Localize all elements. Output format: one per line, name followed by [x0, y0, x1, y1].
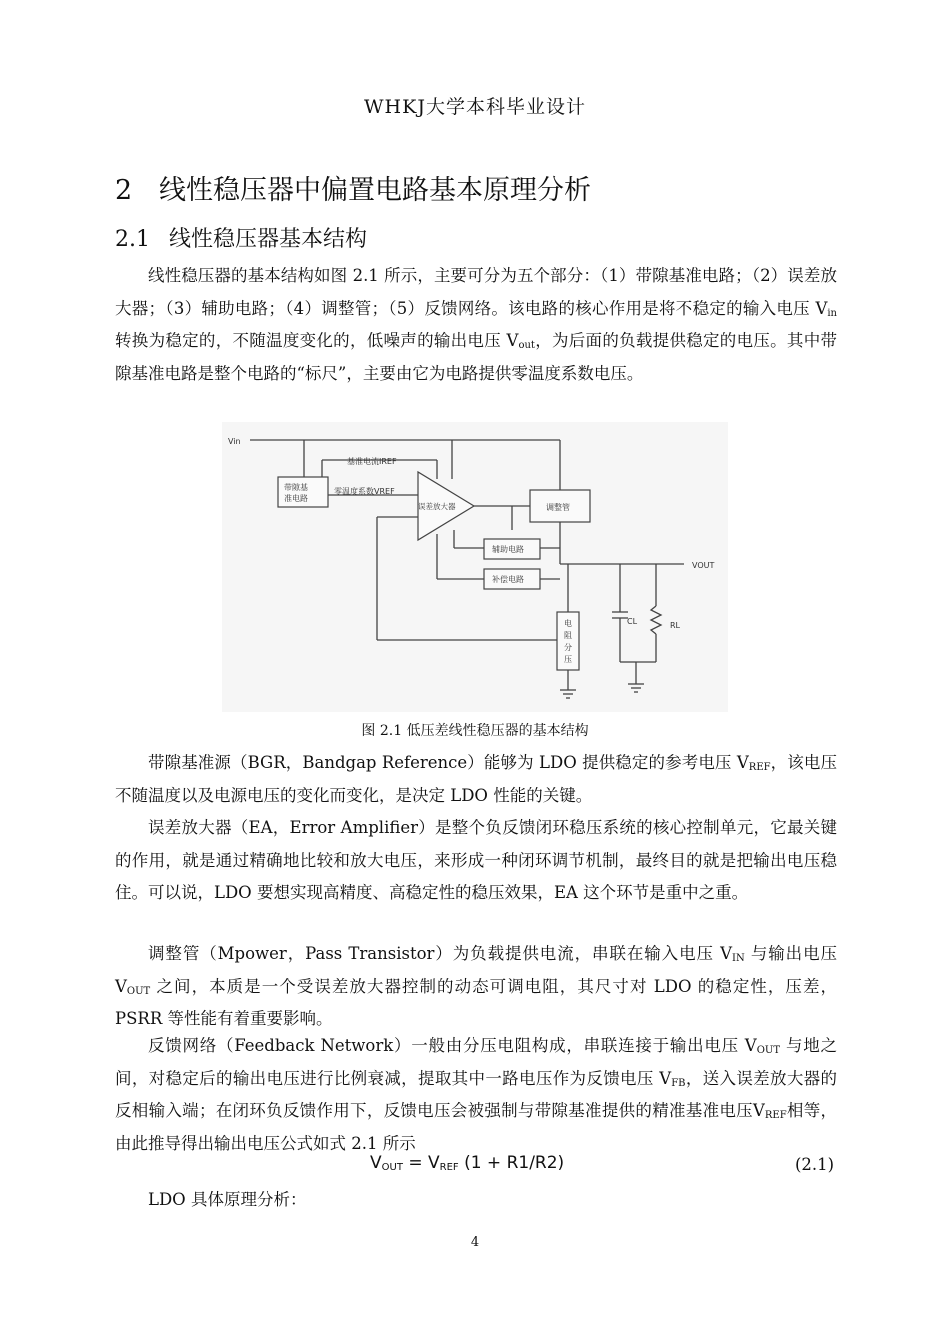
ldo-diagram-svg: [222, 422, 728, 712]
bgr-label-1: 带隙基: [284, 483, 308, 492]
paragraph-feedback: 反馈网络（Feedback Network）一般由分压电阻构成，串联连接于输出电压 $V_{OUT}$ 与地之间，对稳定后的输出电压进行比例衰减，提取其中一路电压作为反馈电压 $V_{FB}$，送入误差放大器的反相输入端；在闭环负反馈作用下，反馈电压会被强制与带隙基准提供的精准基准电压$V_{REF}$相等，由此推导得出输出电压公式如式 2.1 所示: [115, 1036, 838, 1153]
ea-label: 误差放大器: [418, 502, 456, 511]
equation-vout: $V_{OUT} = V_{REF}$ (1 + R1/R2): [370, 1153, 565, 1173]
equation-number: (2.1): [795, 1155, 835, 1174]
aux-label: 辅助电路: [492, 545, 524, 554]
chapter-title: 线性稳压器中偏置电路基本原理分析: [159, 175, 591, 206]
pass-label: 调整管: [546, 503, 570, 512]
ldo-block-diagram: [222, 422, 728, 712]
paragraph-pass: 调整管（Mpower，Pass Transistor）为负载提供电流，串联在输入电压 $V_{IN}$ 与输出电压 $V_{OUT}$ 之间，本质是一个受误差放大器控制的动态可调电阻，其尺寸对 LDO 的稳定性，压差，PSRR 等性能有着重要影响。: [115, 944, 838, 1028]
figure-caption: 图 2.1 低压差线性稳压器的基本结构: [361, 723, 589, 739]
section-heading: [115, 222, 367, 253]
vout-label: VOUT: [692, 561, 715, 570]
section-title: 线性稳压器基本结构: [169, 227, 368, 252]
comp-label: 补偿电路: [492, 575, 524, 584]
section-number: 2.1: [115, 227, 150, 252]
vin-label: Vin: [228, 437, 241, 446]
chapter-heading: [115, 168, 591, 207]
divider-label-3: 分: [564, 643, 572, 652]
divider-label-2: 阻: [564, 631, 572, 640]
iref-label: 基准电流IREF: [347, 457, 397, 466]
chapter-number: 2: [115, 175, 133, 206]
paragraph-intro: 线性稳压器的基本结构如图 2.1 所示，主要可分为五个部分：（1）带隙基准电路；（2）误差放大器；（3）辅助电路；（4）调整管；（5）反馈网络。该电路的核心作用是将不稳定的输入电压 $V_{in}$ 转换为稳定的，不随温度变化的，低噪声的输出电压 $V_{out}$，为后面的负载提供稳定的电压。其中带隙基准电路是整个电路的“标尺”，主要由它为电路提供零温度系数电压。: [115, 266, 837, 383]
rl-label: RL: [670, 621, 681, 630]
paragraph-ea: 误差放大器（EA，Error Amplifier）是整个负反馈闭环稳压系统的核心控制单元，它最关键的作用，就是通过精确地比较和放大电压，来形成一种闭环调节机制，最终目的就是把输出电压稳住。可以说，LDO 要想实现高精度、高稳定性的稳压效果，EA 这个环节是重中之重。: [115, 818, 837, 902]
paragraph-bgr: 带隙基准源（BGR，Bandgap Reference）能够为 LDO 提供稳定的参考电压 $V_{REF}$，该电压不随温度以及电源电压的变化而变化，是决定 LDO 性能的关键。: [115, 753, 837, 805]
bgr-label-2: 准电路: [284, 494, 308, 503]
running-header: WHKJ大学本科毕业设计: [364, 96, 586, 118]
cl-label: CL: [627, 617, 638, 626]
divider-label-1: 电: [564, 619, 572, 628]
vref-label: 零温度系数VREF: [334, 487, 395, 496]
page-number: 4: [470, 1235, 480, 1250]
divider-label-4: 压: [564, 655, 572, 664]
paragraph-analysis: LDO 具体原理分析：: [148, 1190, 307, 1209]
